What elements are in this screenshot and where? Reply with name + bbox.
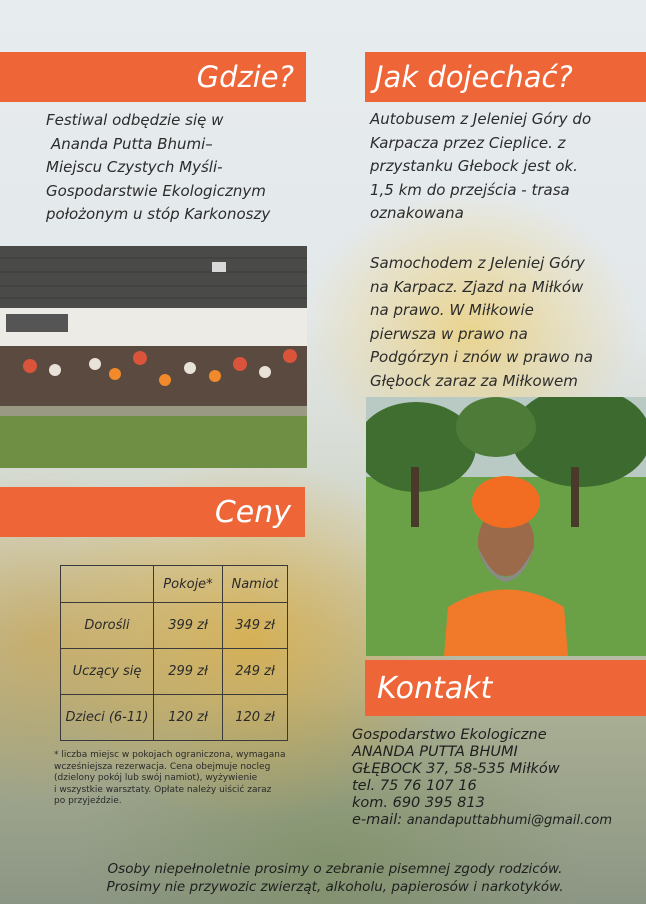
contact-info — [352, 727, 612, 829]
price-cell: 299 zł — [154, 649, 223, 695]
table-header-row — [61, 566, 288, 603]
email-link[interactable]: anandaputtabhumi@gmail.com — [406, 813, 613, 828]
bus-line: przystanku Głebock jest ok. — [370, 157, 578, 175]
price-cell: 349 zł — [223, 603, 288, 649]
car-line: Podgórzyn i znów w prawo na — [370, 348, 593, 366]
footer-notes — [0, 860, 646, 896]
prices-banner — [0, 487, 305, 537]
where-title: Gdzie? — [196, 60, 294, 94]
contact-org: Gospodarstwo Ekologiczne — [352, 727, 547, 743]
table-row — [61, 603, 288, 649]
car-directions — [370, 252, 593, 393]
table-row — [61, 695, 288, 741]
car-line: na prawo. W Miłkowie — [370, 301, 534, 319]
bus-line: 1,5 km do przejścia - trasa — [370, 180, 570, 199]
guru-photo — [366, 397, 646, 656]
group-photo — [0, 246, 307, 468]
header-cell: Namiot — [223, 566, 288, 603]
header-cell: Pokoje* — [154, 566, 223, 603]
where-text — [46, 109, 270, 227]
bus-line: Karpacza przez Cieplice. z — [370, 133, 566, 152]
bus-line: Autobusem z Jeleniej Góry do — [370, 110, 592, 128]
where-banner — [0, 52, 306, 102]
price-cell: 120 zł — [223, 695, 288, 741]
table-row — [61, 649, 288, 695]
where-line: Miejscu Czystych Myśli- — [46, 158, 223, 176]
price-note — [54, 750, 314, 808]
where-line: Gospodarstwie Ekologicznym — [46, 181, 266, 200]
email-label: e-mail: — [352, 812, 403, 828]
contact-address: GŁĘBOCK 37, 58-535 Miłków — [352, 761, 560, 777]
car-line: pierwsza w prawo na — [370, 324, 528, 343]
guru-photo-image — [366, 397, 646, 656]
price-cell: 249 zł — [223, 649, 288, 695]
note-line: i wszystkie warsztaty. Opłate należy uiścić zaraz — [54, 784, 272, 795]
car-line: na Karpacz. Zjazd na Miłków — [370, 277, 584, 296]
note-line: (dzielony pokój lub swój namiot), wyżywienie — [54, 773, 258, 783]
category-cell: Uczący się — [61, 649, 154, 695]
directions-title: Jak dojechać? — [375, 60, 573, 94]
category-cell: Dorośli — [61, 603, 154, 649]
note-line: po przyjeździe. — [54, 796, 122, 806]
contact-banner — [365, 660, 646, 716]
category-cell: Dzieci (6-11) — [61, 695, 154, 741]
price-cell: 399 zł — [154, 603, 223, 649]
price-cell: 120 zł — [154, 695, 223, 741]
prices-title: Ceny — [214, 494, 291, 530]
contact-title: Kontakt — [377, 670, 493, 706]
directions-banner — [365, 52, 646, 102]
where-line: położonym u stóp Karkonoszy — [46, 205, 271, 223]
where-line: Festiwal odbędzie się w — [46, 111, 224, 129]
footer-line: Prosimy nie przywozic zwierząt, alkoholu, papierosów i narkotyków. — [106, 879, 564, 895]
contact-tel: tel. 75 76 107 16 — [352, 778, 477, 794]
header-cell — [61, 566, 154, 603]
note-line: wcześniejsza rezerwacja. Cena obejmuje nocleg — [54, 761, 271, 772]
group-photo-image — [0, 246, 307, 468]
where-line: Ananda Putta Bhumi– — [51, 134, 213, 153]
contact-name: ANANDA PUTTA BHUMI — [352, 744, 518, 760]
contact-mobile: kom. 690 395 813 — [352, 795, 485, 811]
price-table — [60, 565, 288, 741]
note-line: * liczba miejsc w pokojach ograniczona, wymagana — [54, 750, 286, 760]
bus-directions — [370, 108, 591, 226]
car-line: Głębock zaraz za Miłkowem — [370, 371, 578, 390]
bus-line: oznakowana — [370, 204, 464, 222]
footer-line: Osoby niepełnoletnie prosimy o zebranie pisemnej zgody rodziców. — [107, 861, 563, 877]
contact-email-row — [352, 812, 612, 829]
car-line: Samochodem z Jeleniej Góry — [370, 254, 585, 272]
